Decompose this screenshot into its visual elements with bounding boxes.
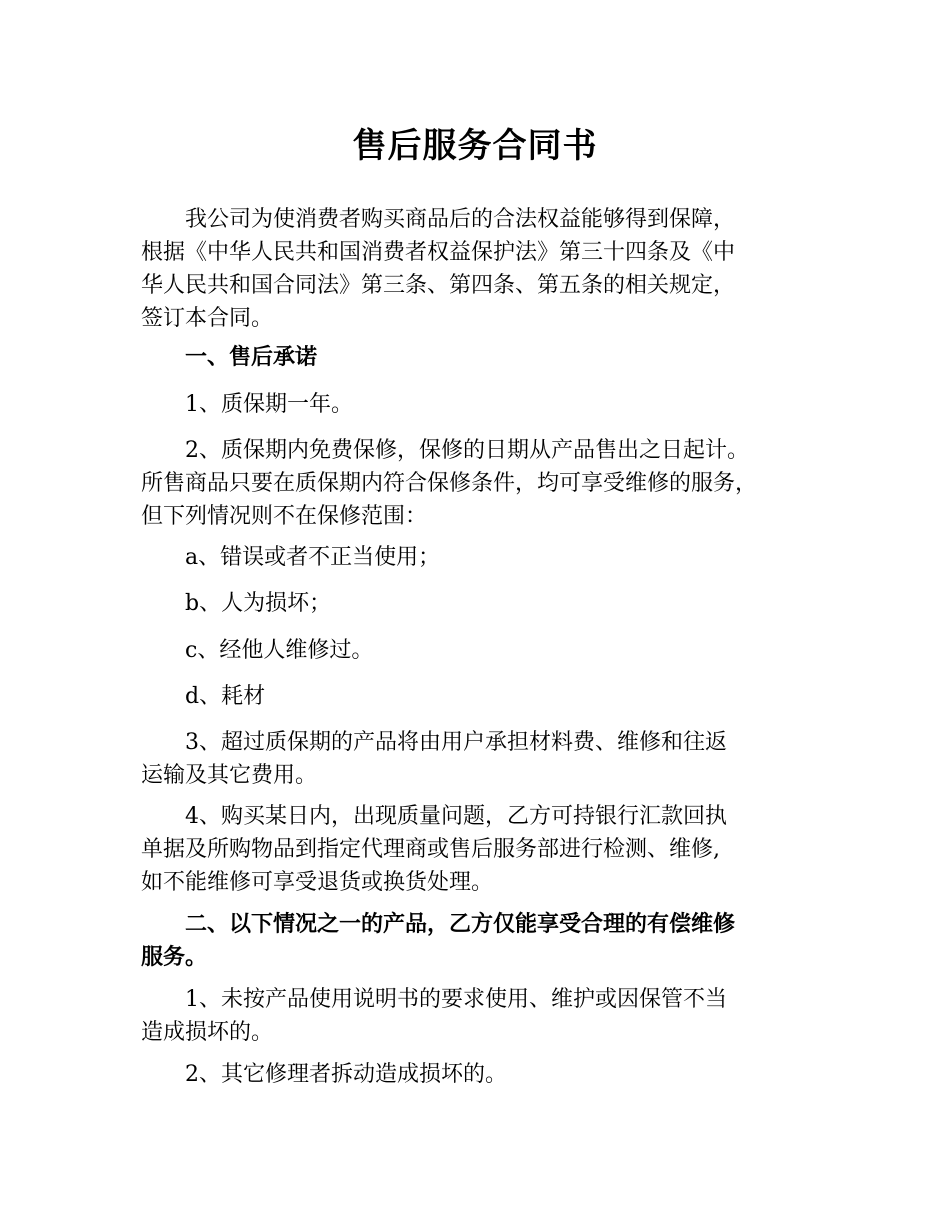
section1-sub-b: [141, 587, 841, 620]
section2-item1: [141, 983, 841, 1049]
item-text: 1、质保期一年。: [185, 392, 353, 417]
item-text: 2、其它修理者拆动造成损坏的。: [185, 1062, 507, 1087]
intro-line: 根据《中华人民共和国消费者权益保护法》第三十四条及《中: [141, 240, 736, 265]
item-line: 4、购买某日内，出现质量问题，乙方可持银行汇款回执: [185, 804, 727, 829]
sub-item-text: b、人为损坏；: [185, 591, 332, 616]
item-line: 3、超过质保期的产品将由用户承担材料费、维修和往返: [185, 730, 727, 755]
intro-line: 我公司为使消费者购买商品后的合法权益能够得到保障，: [185, 207, 736, 232]
section1-item3: [141, 726, 841, 792]
item-line: 1、未按产品使用说明书的要求使用、维护或因保管不当: [185, 987, 727, 1012]
section1-heading: [141, 341, 841, 374]
item-line: 运输及其它费用。: [141, 763, 318, 788]
section2-heading-line: 二、以下情况之一的产品，乙方仅能享受合理的有偿维修: [185, 912, 736, 937]
section1-sub-c: [141, 634, 841, 667]
section2-item2: [141, 1058, 841, 1091]
section1-item2: [141, 434, 841, 533]
section2-heading-line: 服务。: [141, 945, 208, 970]
item-line: 单据及所购物品到指定代理商或售后服务部进行检测、维修,: [141, 837, 720, 862]
intro-paragraph: [141, 203, 841, 335]
page-title: 售后服务合同书: [352, 126, 598, 166]
intro-line: 华人民共和国合同法》第三条、第四条、第五条的相关规定，: [141, 273, 736, 298]
section1-sub-a: [141, 541, 841, 574]
item-line: 所售商品只要在质保期内符合保修条件，均可享受维修的服务，: [141, 471, 758, 496]
sub-item-text: d、耗材: [185, 684, 266, 709]
section1-item1: [141, 388, 841, 421]
sub-item-text: a、错误或者不正当使用；: [185, 545, 441, 570]
section1-item4: [141, 800, 841, 899]
section2-heading: [141, 908, 841, 974]
item-line: 如不能维修可享受退货或换货处理。: [141, 870, 494, 895]
sub-item-text: c、经他人维修过。: [185, 638, 374, 663]
intro-line: 签订本合同。: [141, 306, 274, 331]
section1-sub-d: [141, 680, 841, 713]
item-line: 造成损坏的。: [141, 1020, 274, 1045]
item-line: 2、质保期内免费保修，保修的日期从产品售出之日起计。: [185, 438, 749, 463]
section1-heading-text: 一、售后承诺: [185, 345, 318, 370]
item-line: 但下列情况则不在保修范围：: [141, 504, 428, 529]
